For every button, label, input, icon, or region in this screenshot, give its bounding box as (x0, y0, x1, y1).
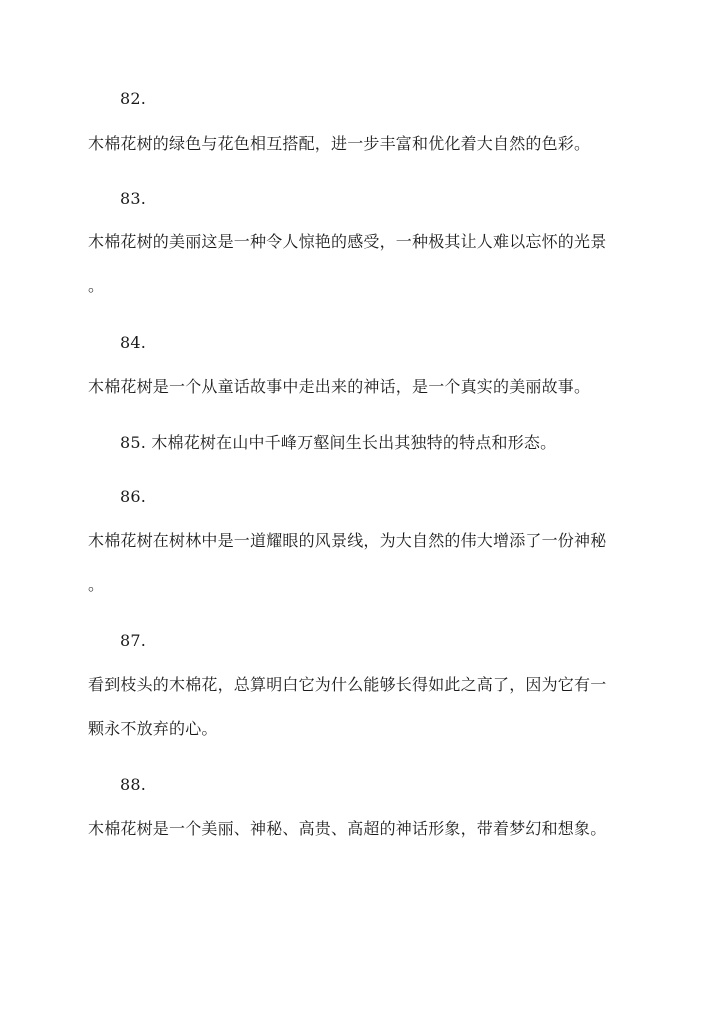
item-number: 83. (120, 189, 147, 208)
item-text: 木棉花树是一个从童话故事中走出来的神话，是一个真实的美丽故事。 (88, 377, 591, 396)
item-text: 看到枝头的木棉花，总算明白它为什么能够长得如此之高了，因为它有一 (88, 675, 607, 694)
item-number: 84. (120, 333, 147, 352)
item-inline-text: 85. 木棉花树在山中千峰万壑间生长出其独特的特点和形态。 (120, 433, 557, 452)
item-number: 87. (120, 631, 147, 650)
item-number: 82. (120, 89, 147, 108)
item-text: 颗永不放弃的心。 (88, 719, 218, 738)
item-number: 86. (120, 487, 147, 506)
item-text: 。 (88, 575, 105, 594)
item-text: 。 (88, 276, 105, 295)
item-text: 木棉花树的绿色与花色相互搭配，进一步丰富和优化着大自然的色彩。 (88, 134, 591, 153)
item-text: 木棉花树的美丽这是一种令人惊艳的感受，一种极其让人难以忘怀的光景 (88, 232, 607, 251)
item-text: 木棉花树在树林中是一道耀眼的风景线，为大自然的伟大增添了一份神秘 (88, 531, 607, 550)
item-text: 木棉花树是一个美丽、神秘、高贵、高超的神话形象，带着梦幻和想象。 (88, 819, 607, 838)
item-number: 88. (120, 775, 147, 794)
